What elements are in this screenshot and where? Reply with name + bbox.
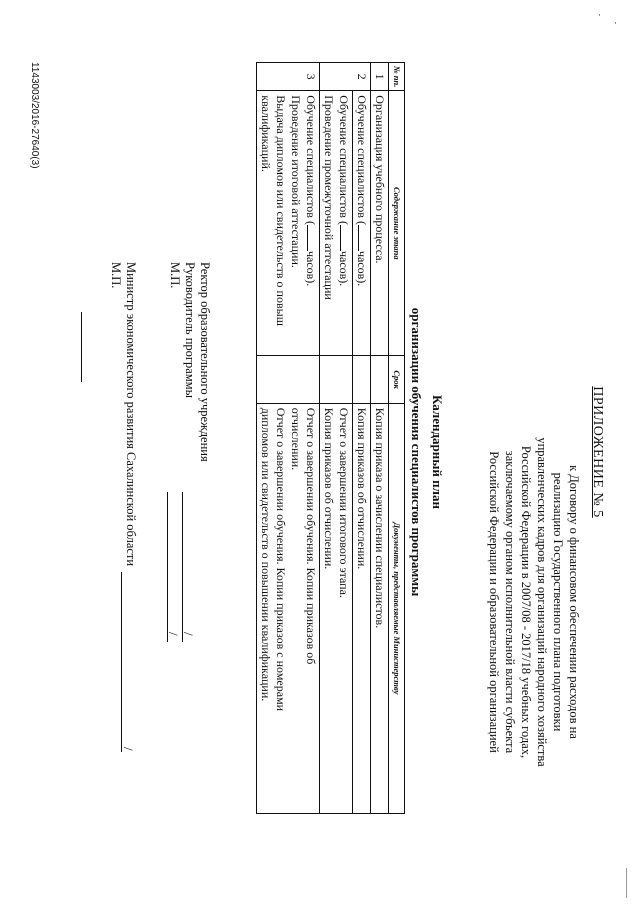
table-header-row	[389, 63, 405, 814]
row-documents	[257, 403, 320, 813]
documents-text: Отчет о завершении обучения. Копии приказов об	[304, 407, 318, 665]
scan-dot-artifact: ·	[598, 10, 601, 20]
table-row	[257, 63, 320, 814]
rotated-document	[10, 12, 630, 892]
stage-text: квалификаций.	[259, 95, 273, 172]
annex-subtitle-line: заключаемому органом исполнительной власти субъекта	[503, 450, 517, 754]
stage-text-part: Обучение специалистов (	[304, 95, 318, 225]
row-documents	[320, 403, 353, 813]
header-term: Срок	[389, 356, 405, 403]
row-stage	[353, 91, 371, 356]
document-code: 1143003/2016-27640(3)	[29, 62, 40, 169]
scan-edge-artifact	[626, 868, 627, 898]
underline-mark	[81, 312, 82, 382]
table-row	[371, 63, 389, 814]
stage-text-part: часов).	[355, 250, 369, 287]
program-head-title: Руководитель программы	[183, 262, 197, 399]
row-documents	[353, 403, 371, 813]
stamp-place-label: М.П.	[168, 262, 182, 289]
signature-line	[121, 572, 122, 752]
minister-title: Министр экономического развития Сахалинской области	[124, 262, 138, 567]
stage-text-part: Обучение специалистов (	[355, 95, 369, 225]
stage-text-part: часов).	[337, 250, 351, 287]
annex-subtitle-line: управленческих кадров для организаций народного хозяйства	[535, 437, 549, 767]
blank-field	[340, 225, 351, 251]
row-number: 2	[320, 63, 371, 91]
header-stage: Содержание этапа	[389, 91, 405, 356]
stage-text	[336, 95, 351, 351]
signature-slash: /	[121, 747, 136, 751]
row-stage	[371, 91, 389, 356]
plan-subtitle: организации обучения специалистов программы	[409, 307, 424, 597]
stage-text-part: Обучение специалистов (	[337, 95, 351, 225]
stamp-place-label: М.П.	[109, 262, 123, 289]
row-stage	[257, 91, 320, 356]
stage-text: Выдача дипломов или свидетельств о повыш	[274, 95, 288, 326]
signature-line	[167, 492, 168, 642]
annex-title: ПРИЛОЖЕНИЕ № 5	[590, 386, 605, 518]
stage-text: Проведение итоговой аттестации.	[289, 95, 303, 268]
stage-text	[354, 95, 369, 351]
documents-text: Отчет о завершении итогового этапа.	[337, 407, 351, 598]
row-term	[320, 356, 353, 403]
scan-dot-artifact: ·	[614, 18, 617, 28]
annex-subtitle-line: реализацию Государственного плана подготовки	[551, 472, 565, 732]
row-term	[257, 356, 320, 403]
table-row	[320, 63, 353, 814]
blank-field	[307, 225, 318, 251]
blank-field	[358, 225, 369, 251]
stage-text-part: часов).	[304, 250, 318, 287]
plan-title: Календарный план	[430, 395, 445, 509]
documents-text: Отчет о завершении обучения. Копии приказов с номерами	[274, 407, 288, 712]
row-stage	[320, 91, 353, 356]
minister-signature-block	[108, 262, 138, 566]
header-number: № пп.	[389, 63, 405, 91]
signature-slash: /	[166, 632, 181, 636]
annex-subtitle-line: Российской Федерации в 2007/08 - 2017/18 учебных годах,	[519, 445, 533, 759]
annex-subtitle-line: Российской Федерации и образовательной организацией	[487, 451, 501, 753]
stage-text: Проведение промежуточной аттестации	[322, 95, 336, 300]
stage-text: Организация учебного процесса.	[373, 95, 387, 264]
documents-text: отчислении.	[289, 407, 303, 471]
documents-text: Копия приказов об отчислении.	[355, 407, 369, 570]
rector-signature-block	[167, 262, 212, 462]
rector-title: Ректор образовательного учреждения	[198, 262, 212, 462]
signature-line	[182, 492, 183, 642]
stage-text	[303, 95, 318, 351]
row-number: 1	[371, 63, 389, 91]
header-documents: Документы, представляемые Министерству	[389, 403, 405, 813]
row-number: 3	[257, 63, 320, 91]
annex-subtitle	[486, 372, 582, 832]
annex-subtitle-line: к Договору о финансовом обеспечении расходов на	[567, 465, 581, 739]
row-term	[371, 356, 389, 403]
calendar-plan-table	[256, 62, 405, 814]
documents-text: Копия приказов об отчислении.	[322, 407, 336, 570]
row-term	[353, 356, 371, 403]
table-row	[353, 63, 371, 814]
documents-text: Копия приказа о зачислении специалистов.	[373, 407, 387, 629]
signature-slash: /	[181, 632, 196, 636]
documents-text: дипломов или свидетельств о повышении квалификации.	[259, 407, 273, 702]
row-documents	[371, 403, 389, 813]
